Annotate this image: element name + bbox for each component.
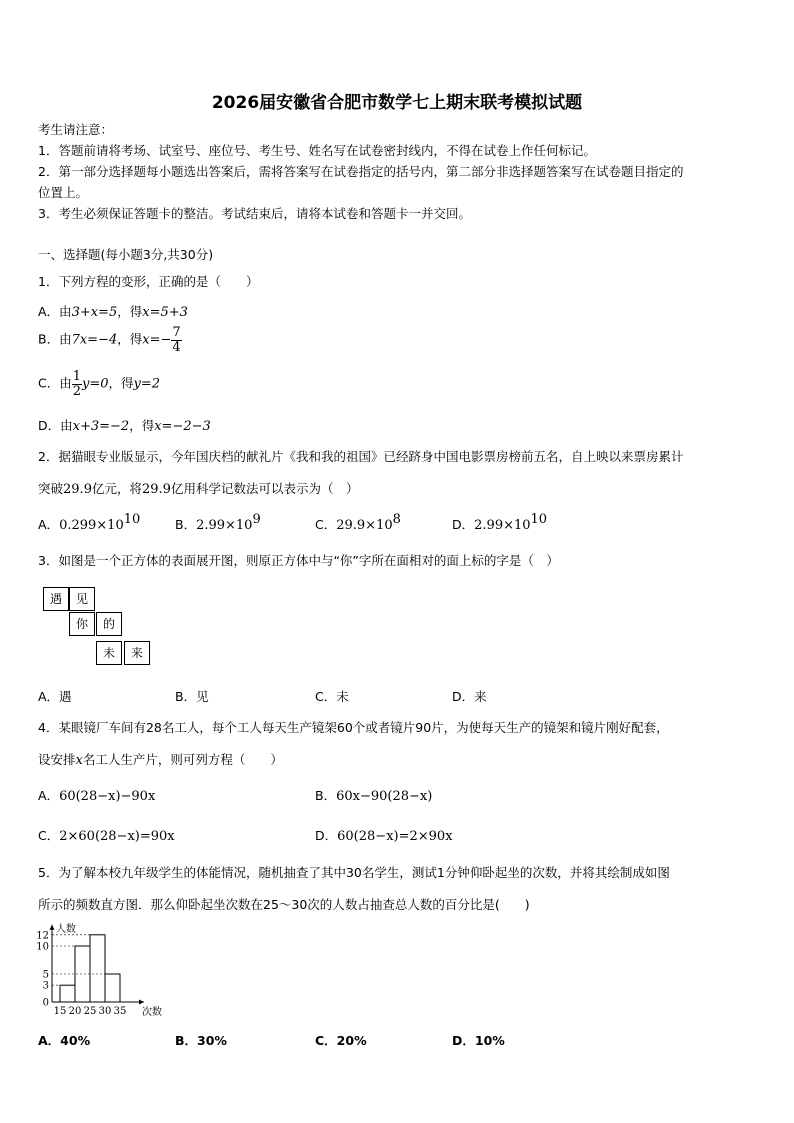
q4-option-d[interactable] — [315, 826, 453, 844]
q2-d-label: D． — [452, 517, 475, 532]
q2-c-label: C． — [315, 517, 337, 532]
net-cell-4: 的 — [96, 612, 122, 636]
q5-option-d[interactable]: D．10% — [452, 1033, 505, 1048]
histogram-chart — [30, 920, 170, 1020]
q1-b-fraction — [171, 326, 181, 354]
q2-line2-c: 亿用科学记数法可以表示为（ ） — [170, 481, 359, 496]
q1-c-fraction — [72, 370, 82, 398]
q1-c-eq2: y=2 — [133, 376, 161, 392]
q1-option-b[interactable] — [38, 326, 182, 354]
q1-option-a[interactable] — [38, 302, 188, 320]
y-tick-10: 10 — [36, 941, 49, 953]
q5-option-c[interactable]: C．20% — [315, 1033, 367, 1048]
q3-option-a[interactable]: A．遇 — [38, 689, 72, 704]
x-axis-arrow — [139, 1000, 144, 1005]
y-tick-5: 5 — [42, 969, 49, 981]
q2-d-base: 2.99×10 — [474, 518, 531, 533]
q1-c-prefix: C．由 — [38, 375, 72, 391]
q2-line2-n1: 29.9 — [63, 482, 92, 497]
q3-stem: 3．如图是一个正方体的表面展开图，则原正方体中与“你”字所在面相对的面上标的字是（ ） — [38, 553, 559, 568]
page-title: 2026届安徽省合肥市数学七上期末联考模拟试题 — [211, 93, 583, 113]
q4-d-label: D． — [315, 828, 338, 843]
q1-c-mid: ，得 — [108, 375, 134, 391]
q1-d-eq2: x=−2−3 — [154, 419, 211, 434]
q2-a-label: A． — [38, 517, 60, 532]
net-cell-5: 未 — [96, 641, 122, 665]
q2-option-c[interactable] — [315, 512, 401, 533]
q5-option-b[interactable]: B．30% — [175, 1033, 227, 1048]
x-tick-35: 35 — [113, 1006, 127, 1017]
q4-b-expr: 60x−90(28−x) — [336, 789, 433, 804]
q4-line2-a: 设安排 — [38, 752, 76, 767]
q1-option-d[interactable] — [38, 416, 211, 434]
y-tick-3: 3 — [42, 980, 49, 992]
q2-line2-a: 突破 — [38, 481, 64, 496]
q1-a-eq1: 3+x=5 — [71, 305, 118, 320]
x-tick-15: 15 — [53, 1006, 67, 1017]
y-tick-12: 12 — [36, 930, 49, 942]
q5-stem-line1: 5．为了解本校九年级学生的体能情况，随机抽查了其中30名学生，测试1分钟仰卧起坐的次数，并将其绘制成如图 — [38, 865, 670, 880]
section-heading: 一、选择题(每小题3分,共30分) — [38, 247, 214, 262]
net-cell-2: 见 — [69, 587, 95, 611]
q2-stem-line1: 2．据猫眼专业版显示，今年国庆档的献礼片《我和我的祖国》已经跻身中国电影票房榜前五名，自上映以来票房累计 — [38, 449, 684, 464]
q1-a-eq2: x=5+3 — [142, 305, 188, 320]
q2-c-exp: 8 — [392, 512, 401, 527]
q2-d-exp: 10 — [530, 512, 548, 527]
x-tick-25: 25 — [83, 1006, 97, 1017]
q2-b-label: B． — [175, 517, 197, 532]
q1-stem: 1．下列方程的变形，正确的是（ ） — [38, 274, 259, 289]
q4-b-label: B． — [315, 788, 337, 803]
y-axis-label: 人数 — [56, 923, 76, 935]
x-tick-30: 30 — [98, 1006, 112, 1017]
q1-b-den: 4 — [172, 339, 181, 355]
q2-b-base: 2.99×10 — [196, 518, 253, 533]
q1-a-prefix: A．由 — [38, 304, 72, 319]
q1-c-den: 2 — [72, 383, 82, 399]
q2-a-base: 0.299×10 — [59, 518, 124, 533]
y-axis-arrow — [50, 925, 55, 930]
q4-c-expr: 2×60(28−x)=90x — [59, 829, 175, 844]
q2-c-base: 29.9×10 — [336, 518, 393, 533]
histogram-bar-3 — [90, 935, 105, 1002]
q4-d-expr: 60(28−x)=2×90x — [337, 829, 453, 844]
q1-b-prefix: B．由 — [38, 331, 72, 347]
q1-b-num: 7 — [172, 325, 181, 340]
q1-d-eq1: x+3=−2 — [72, 419, 130, 434]
q4-line2-var: x — [75, 753, 83, 768]
q2-line2-n2: 29.9 — [141, 482, 171, 497]
histogram-bar-4 — [105, 974, 120, 1002]
net-cell-3: 你 — [69, 612, 95, 636]
q1-b-eq1: 7x=−4 — [71, 332, 118, 348]
notice-item-3: 3．考生必须保证答题卡的整洁。考试结束后，请将本试卷和答题卡一并交回。 — [38, 206, 471, 221]
net-cell-1: 遇 — [43, 587, 69, 611]
q2-option-b[interactable] — [175, 512, 261, 533]
q2-line2-b: 亿元，将 — [91, 481, 142, 496]
q5-option-a[interactable]: A．40% — [38, 1033, 91, 1048]
x-tick-20: 20 — [68, 1006, 82, 1017]
q4-option-b[interactable] — [315, 786, 432, 804]
q1-c-num: 1 — [72, 369, 82, 384]
q4-line2-b: 名工人生产片，则可列方程（ ） — [82, 752, 283, 767]
q1-a-mid: ，得 — [117, 304, 143, 319]
histogram-bar-1 — [60, 985, 75, 1002]
q1-b-lhs: x=− — [142, 332, 172, 348]
q4-a-expr: 60(28−x)−90x — [59, 789, 156, 804]
q4-stem-line1: 4．某眼镜厂车间有28名工人，每个工人每天生产镜架60个或者镜片90片，为使每天生产的镜架和镜片刚好配套， — [38, 720, 669, 735]
net-cell-6: 来 — [124, 641, 150, 665]
q3-option-b[interactable]: B．见 — [175, 689, 209, 704]
q4-option-c[interactable] — [38, 826, 175, 844]
q1-d-mid: ，得 — [129, 418, 155, 433]
notice-item-2-cont: 位置上。 — [38, 185, 89, 200]
x-axis-label: 次数 — [142, 1007, 162, 1018]
q2-b-exp: 9 — [252, 512, 261, 527]
q3-option-d[interactable]: D．来 — [452, 689, 487, 704]
q4-a-label: A． — [38, 788, 60, 803]
q1-option-c[interactable] — [38, 370, 160, 398]
notice-heading: 考生请注意： — [38, 122, 114, 137]
y-tick-0: 0 — [42, 997, 49, 1009]
q2-stem-line2 — [38, 479, 358, 497]
notice-item-2: 2．第一部分选择题每小题选出答案后，需将答案写在试卷指定的括号内，第二部分非选择题答案写在试卷题目指定的 — [38, 164, 684, 179]
notice-item-1: 1．答题前请将考场、试室号、座位号、考生号、姓名写在试卷密封线内，不得在试卷上作任何标记。 — [38, 143, 596, 158]
q2-option-d[interactable] — [452, 512, 548, 533]
q4-stem-line2 — [38, 750, 283, 768]
q4-option-a[interactable] — [38, 786, 155, 804]
q2-option-a[interactable] — [38, 512, 141, 533]
q1-c-var: y=0 — [82, 376, 109, 392]
q1-d-prefix: D．由 — [38, 418, 73, 433]
q2-a-exp: 10 — [123, 512, 141, 527]
q1-b-mid: ，得 — [117, 331, 143, 347]
q4-c-label: C． — [38, 828, 60, 843]
q3-option-c[interactable]: C．未 — [315, 689, 349, 704]
q5-stem-line2: 所示的频数直方图．那么仰卧起坐次数在25～30次的人数占抽查总人数的百分比是( ) — [38, 897, 530, 912]
